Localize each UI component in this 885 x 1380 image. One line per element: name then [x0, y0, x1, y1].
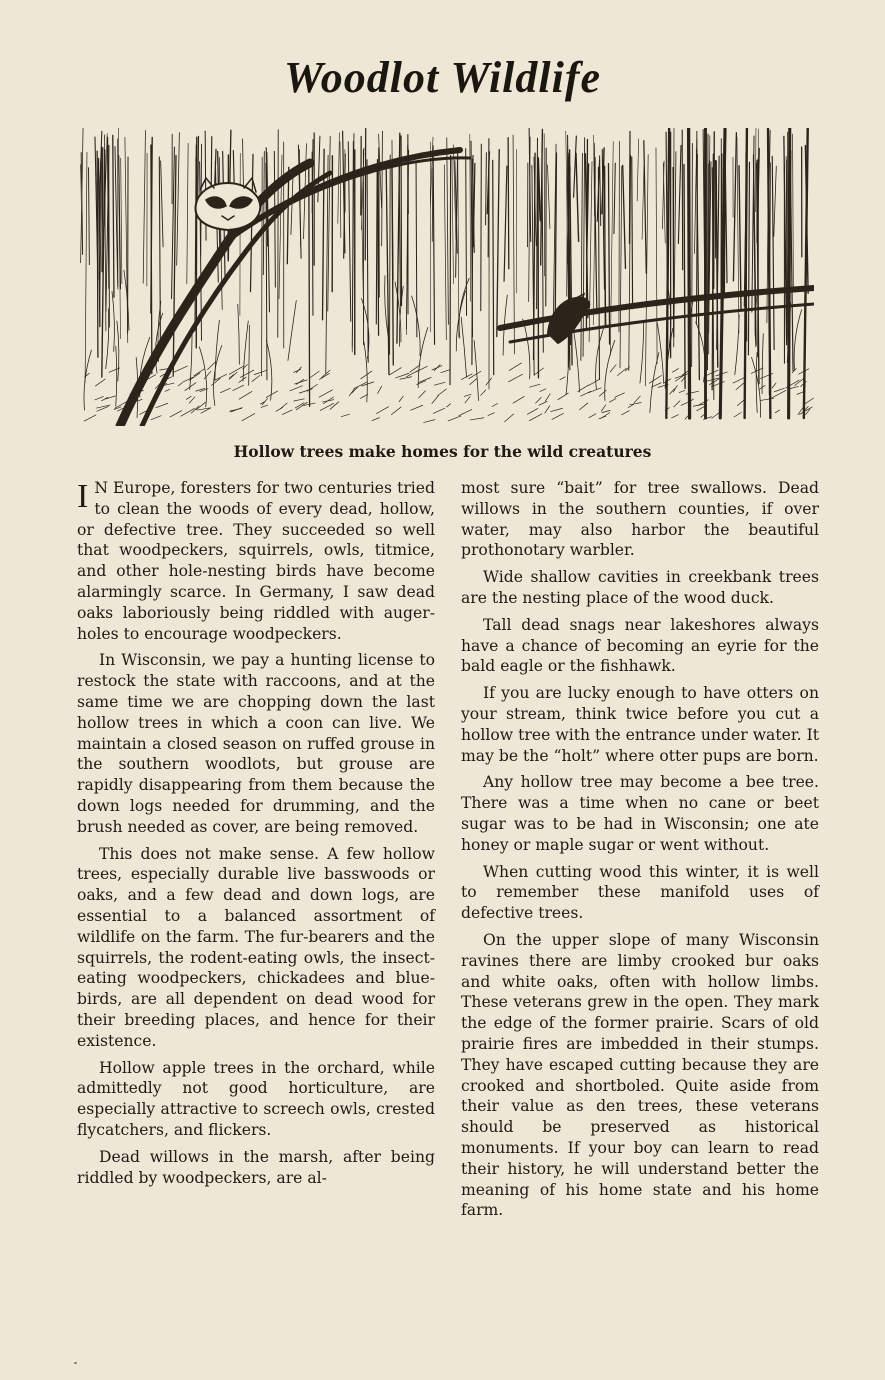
paragraph: Any hollow tree may become a bee tree. There was a time when no cane or beet sugar was to be had in Wisconsin; one ate honey or maple sugar or went without. [461, 773, 819, 854]
paragraph: Dead willows in the marsh, after being riddled by woodpeckers, are al- [77, 1147, 435, 1187]
illustration-caption: Hollow trees make homes for the wild creatures [233, 442, 652, 461]
paragraph: This does not make sense. A few hollow trees, especially durable live basswoods or oaks, and a few dead and down logs, are essential to a balanced assortment of wildlife on the farm. The fur-bearers and the squirrels, the rodent-eating owls, the insect-eating woodpeckers, chickadees and blue-birds, are all dependent on dead wood for their breeding places, and hence for their existence. [77, 844, 435, 1050]
woodland-sketch-illustration [80, 128, 814, 426]
paragraph: most sure “bait” for tree swallows. Dead willows in the southern counties, if over water, may also harbor the beautiful prothonotary warbler. [461, 479, 819, 560]
article-title: Woodlot Wildlife [283, 53, 602, 102]
paragraph: I N Europe, foresters for two centuries tried to clean the woods of every dead, hollow, or defective tree. They succeeded so well that woodpeckers, squirrels, owls, titmice, and other hole-nesting birds have become alarmingly scarce. In Germany, I saw dead oaks laboriously being riddled with auger-holes to encourage woodpeckers. [77, 478, 435, 643]
paragraph: On the upper slope of many Wisconsin ravines there are limby crooked bur oaks and white oaks, often with hollow limbs. These veterans grew in the open. They mark the edge of the former prairie. Scars of old prairie fires are imbedded in their stumps. They have escaped cutting because they are crooked and shortboled. Quite aside from their value as den trees, these veterans should be preserved as historical monuments. If your boy can learn to read their history, he will understand better the meaning of his home state and his home farm. [461, 930, 819, 1220]
paragraph: If you are lucky enough to have otters on your stream, think twice before you cut a hollow tree with the entrance under water. It may be the “holt” where otter pups are born. [461, 684, 819, 765]
paragraph: Tall dead snags near lakeshores always have a chance of becoming an eyrie for the bald eagle or the fishhawk. [461, 615, 819, 676]
paper-speck [74, 1362, 77, 1364]
drop-cap: I [77, 478, 89, 515]
paragraph: When cutting wood this winter, it is well to remember these manifold uses of defective trees. [461, 862, 819, 923]
left-column [77, 478, 435, 1194]
paragraph: Hollow apple trees in the orchard, while admittedly not good horticulture, are especially attractive to screech owls, crested flycatchers, and flickers. [77, 1058, 435, 1139]
paragraph: In Wisconsin, we pay a hunting license to restock the state with raccoons, and at the same time we are chopping down the last hollow trees in which a coon can live. We maintain a closed season on ruffed grouse in the southern woodlots, but grouse are rapidly disappearing from them because the down logs needed for drumming, and the brush needed as cover, are being removed. [77, 651, 435, 836]
right-column [461, 478, 819, 1227]
paragraph: Wide shallow cavities in creekbank trees are the nesting place of the wood duck. [461, 568, 819, 607]
